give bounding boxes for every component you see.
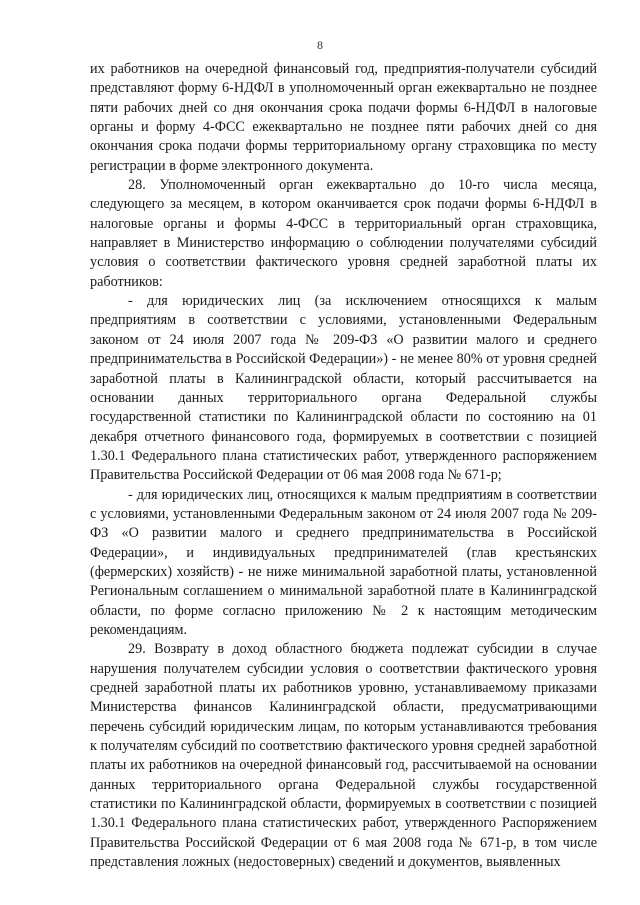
paragraph-29: 29. Возврату в доход областного бюджета подлежат субсидии в случае нарушения получателем субсидии условия о соответствии фактического уровня средней заработной платы их работников уровню, устанавливаемому приказами Министерства финансов Калининградской области, предусматривающими перечень субсидий юридическим лицам, по которым устанавливаются требования к получателям субсидий по соответствию фактического уровня средней заработной платы их работников на очередной финансовый год, рассчитываемой на основании данных территориального органа Федеральной службы государственной статистики по Калининградской области, формируемых в соответствии с позицией 1.30.1 Федерального плана статистических работ, утвержденного Распоряжением Правительства Российской Федерации от 6 мая 2008 года № 671-р, в том числе представления ложных (недостоверных) сведений и документов, выявленных: [90, 641, 597, 871]
list-item-legal-entities: - для юридических лиц (за исключением относящихся к малым предприятиям в соответствии с условиями, установленными Федеральным законом от 24 июля 2007 года № 209-ФЗ «О развитии малого и среднего предпринимательства в Российской Федерации») - не менее 80% от уровня средней заработной платы в Калининградской области, который рассчитывается на основании данных территориального органа Федеральной службы государственной статистики по Калининградской области по состоянию на 01 декабря отчетного финансового года, формируемых в соответствии с позицией 1.30.1 Федерального плана статистических работ, утвержденного распоряжением Правительства Российской Федерации от 06 мая 2008 года № 671-р;: [90, 293, 597, 484]
document-body: [90, 60, 597, 872]
page-number: 8: [317, 38, 323, 52]
paragraph-28: 28. Уполномоченный орган ежеквартально до 10-го числа месяца, следующего за месяцем, в котором оканчивается срок подачи формы 6-НДФЛ в налоговые органы и формы 4-ФСС в территориальный орган страховщика, направляет в Министерство информацию о соблюдении получателями субсидий условия о соответствии фактического уровня средней заработной платы их работников:: [90, 177, 597, 290]
list-item-small-enterprises: - для юридических лиц, относящихся к малым предприятиям в соответствии с условиями, установленными Федеральным законом от 24 июля 2007 года № 209-ФЗ «О развитии малого и среднего предпринимательства в Российской Федерации», и индивидуальных предпринимателей (глав крестьянских (фермерских) хозяйств) - не ниже минимальной заработной платы, установленной Региональным соглашением о минимальной заработной плате в Калининградской области, по форме согласно приложению № 2 к настоящим методическим рекомендациям.: [90, 486, 597, 638]
paragraph-continuation: их работников на очередной финансовый год, предприятия-получатели субсидий представляют форму 6-НДФЛ в уполномоченный орган ежеквартально не позднее пяти рабочих дней со дня окончания срока подачи формы 6-НДФЛ в налоговые органы и форму 4-ФСС ежеквартально не позднее пяти рабочих дней со дня окончания срока подачи формы территориальному органу страховщика по месту регистрации в форме электронного документа.: [90, 61, 597, 174]
